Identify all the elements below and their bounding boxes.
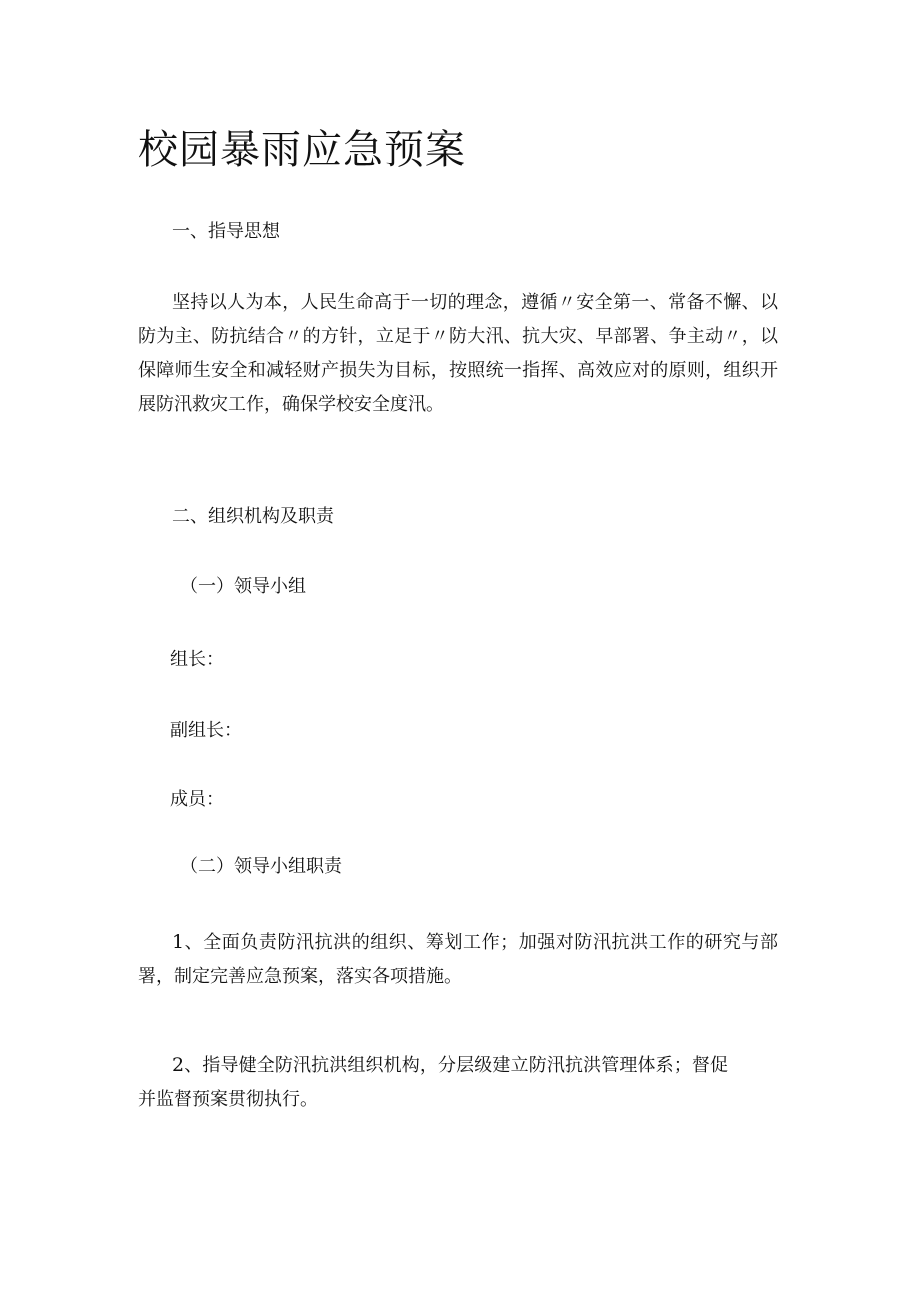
section-heading-guiding-ideology: 一、指导思想 [172, 221, 280, 242]
duty-item-1-text: 、全面负责防汛抗洪的组织、筹划工作；加强对防汛抗洪工作的研究与部署，制定完善应急预案，落实各项措施。 [138, 932, 778, 987]
subsection-heading-duties: （二）领导小组职责 [180, 856, 342, 877]
duty-item-2-text: 、指导健全防汛抗洪组织机构，分层级建立防汛抗洪管理体系；督促并监督预案贯彻执行。 [138, 1055, 728, 1110]
guiding-ideology-paragraph: 坚持以人为本，人民生命高于一切的理念，遵循〃安全第一、常备不懈、以防为主、防抗结合〃的方针，立足于〃防大汛、抗大灾、早部署、争主动〃，以保障师生安全和减轻财产损失为目标，按照统一指挥、高效应对的原则，组织开展防汛救灾工作，确保学校安全度汛。 [138, 292, 778, 415]
document-title: 校园暴雨应急预案 [138, 127, 466, 173]
duty-item-1 [138, 925, 778, 994]
duty-item-1-number: 1 [172, 931, 185, 953]
subsection-heading-leading-group: （一）领导小组 [180, 576, 306, 597]
leader-label: 组长： [170, 649, 224, 670]
section-heading-organization: 二、组织机构及职责 [172, 506, 334, 527]
members-label: 成员： [170, 789, 224, 810]
deputy-leader-label: 副组长： [170, 720, 242, 741]
duty-item-2-number: 2 [172, 1054, 185, 1076]
duty-item-2 [138, 1048, 728, 1117]
